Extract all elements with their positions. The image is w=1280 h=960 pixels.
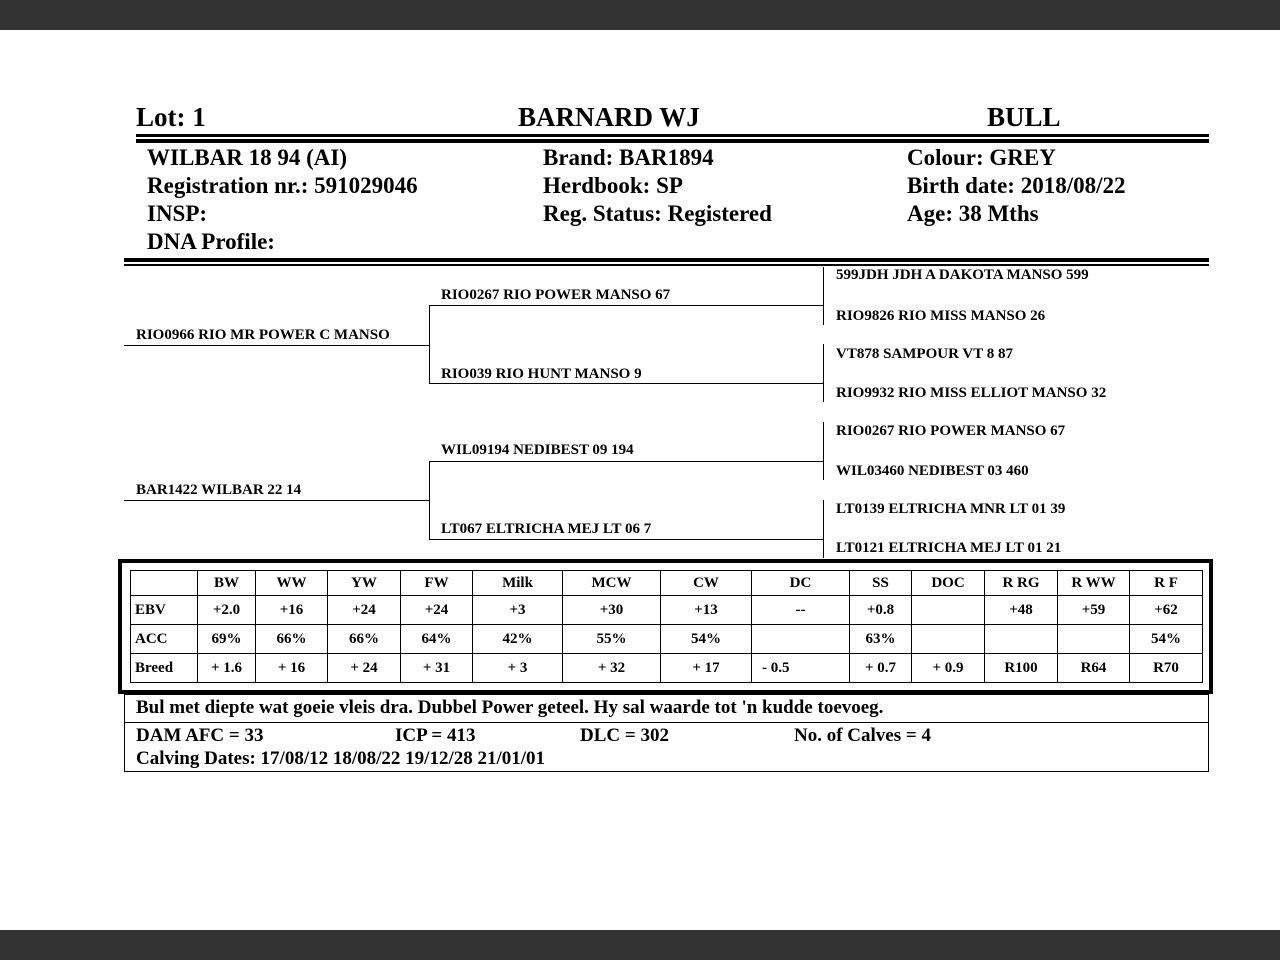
top-frame-bar — [0, 0, 1280, 30]
birth-date: Birth date: 2018/08/22 — [907, 173, 1126, 198]
pedigree-sire-dam: RIO039 RIO HUNT MANSO 9 — [441, 366, 642, 382]
table-cell: +30 — [563, 596, 661, 625]
table-cell: R64 — [1058, 654, 1130, 683]
pedigree-sire: RIO0966 RIO MR POWER C MANSO — [136, 327, 390, 343]
pedigree-sire-sire: RIO0267 RIO POWER MANSO 67 — [441, 287, 671, 303]
ebv-header-cell: WW — [256, 571, 328, 596]
pedigree-ggp-8: LT0121 ELTRICHA MEJ LT 01 21 — [836, 540, 1062, 556]
breed-row — [131, 654, 1203, 683]
pedigree-ggp-2: RIO9826 RIO MISS MANSO 26 — [836, 308, 1046, 324]
header-rule-thick — [136, 139, 1209, 143]
table-cell: +0.8 — [850, 596, 912, 625]
table-cell — [985, 625, 1058, 654]
table-cell: + 16 — [256, 654, 328, 683]
ebv-table — [130, 570, 1203, 683]
ebv-header-cell: BW — [198, 571, 256, 596]
ebv-row — [131, 596, 1203, 625]
info-rule-thick — [124, 258, 1209, 262]
row-label: ACC — [131, 625, 198, 654]
table-cell: +62 — [1130, 596, 1203, 625]
ebv-header-cell: CW — [661, 571, 752, 596]
dam-bracket — [429, 461, 430, 540]
table-cell: + 0.7 — [850, 654, 912, 683]
table-cell: +2.0 — [198, 596, 256, 625]
bottom-frame-bar — [0, 930, 1280, 960]
ebv-header-cell: FW — [401, 571, 473, 596]
ebv-header-cell: R WW — [1058, 571, 1130, 596]
brand: Brand: BAR1894 — [543, 145, 714, 170]
table-cell: 54% — [1130, 625, 1203, 654]
dam-line — [124, 500, 430, 501]
row-label: EBV — [131, 596, 198, 625]
icp: ICP = 413 — [395, 725, 476, 746]
breeder-name: BARNARD WJ — [518, 102, 700, 132]
ebv-header-row — [131, 571, 1203, 596]
ebv-header-cell: Milk — [473, 571, 563, 596]
table-cell: +48 — [985, 596, 1058, 625]
sire-sire-line — [429, 305, 823, 306]
pedigree-ggp-5: RIO0267 RIO POWER MANSO 67 — [836, 423, 1066, 439]
dam-dam-line — [429, 539, 823, 540]
ggp-bracket-4 — [823, 500, 824, 558]
colour: Colour: GREY — [907, 145, 1056, 170]
ebv-header-cell: SS — [850, 571, 912, 596]
ggp-bracket-2 — [823, 344, 824, 402]
animal-comment: Bul met diepte wat goeie vleis dra. Dubbel Power geteel. Hy sal waarde tot 'n kudde toevoeg. — [136, 697, 884, 718]
table-cell: R70 — [1130, 654, 1203, 683]
ebv-header-cell: R RG — [985, 571, 1058, 596]
table-cell — [752, 625, 850, 654]
ggp-bracket-1 — [823, 267, 824, 325]
table-cell: 64% — [401, 625, 473, 654]
pedigree-ggp-6: WIL03460 NEDIBEST 03 460 — [836, 463, 1029, 479]
table-cell: R100 — [985, 654, 1058, 683]
table-cell — [912, 596, 985, 625]
animal-name: WILBAR 18 94 (AI) — [147, 145, 347, 170]
table-cell — [1058, 625, 1130, 654]
table-cell: 69% — [198, 625, 256, 654]
herdbook: Herdbook: SP — [543, 173, 683, 198]
sire-dam-line — [429, 383, 823, 384]
insp-label: INSP: — [147, 201, 208, 226]
info-rule — [124, 264, 1209, 266]
pedigree-dam-sire: WIL09194 NEDIBEST 09 194 — [441, 442, 634, 458]
age: Age: 38 Mths — [907, 201, 1039, 226]
table-cell: +59 — [1058, 596, 1130, 625]
table-cell: 63% — [850, 625, 912, 654]
table-cell: +16 — [256, 596, 328, 625]
pedigree-ggp-7: LT0139 ELTRICHA MNR LT 01 39 — [836, 501, 1066, 517]
lot-number: Lot: 1 — [136, 102, 206, 132]
pedigree-ggp-4: RIO9932 RIO MISS ELLIOT MANSO 32 — [836, 385, 1107, 401]
pedigree-dam: BAR1422 WILBAR 22 14 — [136, 482, 302, 498]
sire-line — [124, 345, 430, 346]
pedigree-ggp-1: 599JDH JDH A DAKOTA MANSO 599 — [836, 267, 1089, 283]
table-cell: +13 — [661, 596, 752, 625]
ebv-header-cell: MCW — [563, 571, 661, 596]
table-cell: + 24 — [328, 654, 401, 683]
table-cell: +24 — [328, 596, 401, 625]
number-of-calves: No. of Calves = 4 — [794, 725, 931, 746]
table-cell: +3 — [473, 596, 563, 625]
table-cell — [912, 625, 985, 654]
remarks-divider — [124, 722, 1209, 723]
table-cell: 66% — [256, 625, 328, 654]
dlc: DLC = 302 — [580, 725, 669, 746]
ggp-bracket-3 — [823, 422, 824, 480]
table-cell: 55% — [563, 625, 661, 654]
ebv-header-cell: R F — [1130, 571, 1203, 596]
table-cell: - 0.5 — [752, 654, 850, 683]
header-rule — [136, 134, 1209, 137]
row-label: Breed — [131, 654, 198, 683]
table-cell: + 32 — [563, 654, 661, 683]
table-cell: 66% — [328, 625, 401, 654]
reg-status: Reg. Status: Registered — [543, 201, 772, 226]
ebv-header-cell: DC — [752, 571, 850, 596]
pedigree-ggp-3: VT878 SAMPOUR VT 8 87 — [836, 346, 1013, 362]
table-cell: 42% — [473, 625, 563, 654]
table-cell: + 3 — [473, 654, 563, 683]
table-cell: + 31 — [401, 654, 473, 683]
ebv-header-cell — [131, 571, 198, 596]
sire-bracket — [429, 305, 430, 384]
table-cell: + 17 — [661, 654, 752, 683]
dam-afc: DAM AFC = 33 — [136, 725, 264, 746]
acc-row — [131, 625, 1203, 654]
table-cell: + 1.6 — [198, 654, 256, 683]
table-cell: +24 — [401, 596, 473, 625]
table-cell: 54% — [661, 625, 752, 654]
table-cell: -- — [752, 596, 850, 625]
dna-profile-label: DNA Profile: — [147, 229, 275, 254]
dam-sire-line — [429, 461, 823, 462]
ebv-header-cell: DOC — [912, 571, 985, 596]
ebv-header-cell: YW — [328, 571, 401, 596]
registration-number: Registration nr.: 591029046 — [147, 173, 418, 198]
table-cell: + 0.9 — [912, 654, 985, 683]
calving-dates: Calving Dates: 17/08/12 18/08/22 19/12/28 21/01/01 — [136, 748, 546, 769]
animal-type: BULL — [987, 102, 1061, 132]
pedigree-dam-dam: LT067 ELTRICHA MEJ LT 06 7 — [441, 521, 652, 537]
